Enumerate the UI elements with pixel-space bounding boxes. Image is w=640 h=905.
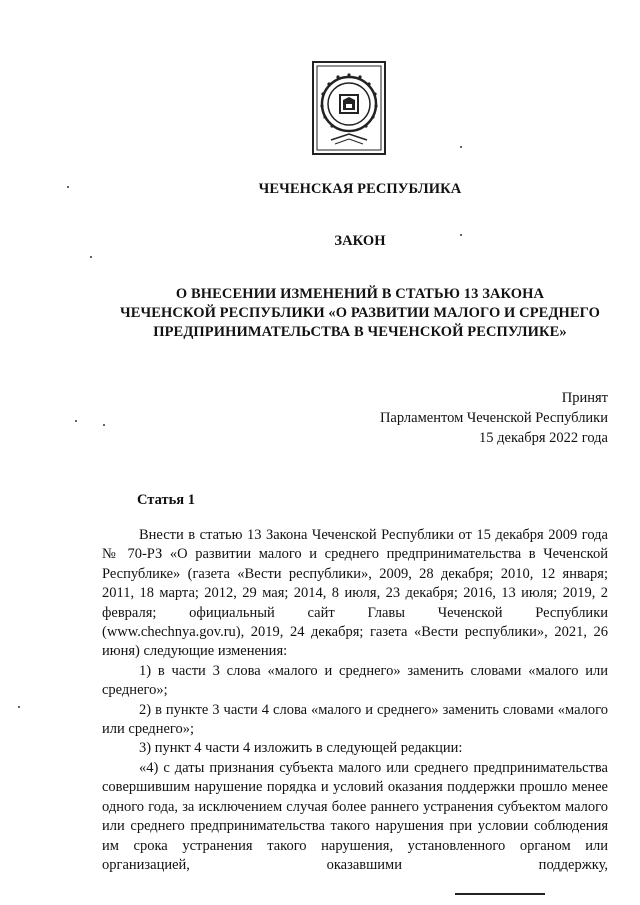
scan-speck bbox=[67, 186, 69, 188]
scan-speck bbox=[460, 146, 462, 148]
scan-speck bbox=[103, 424, 105, 426]
article-item-3-text: «4) с даты признания субъекта малого или среднего предпринимательства совершившим нарушение порядка и условий оказания поддержки прошло менее одного года, за исключением случая более раннего устранения субъектом малого или среднего предпринимательства такого нарушения при условии соблюдения им срока устранения такого нарушения, установленного органом или организацией, оказавшими поддержку, bbox=[102, 759, 608, 873]
republic-heading: ЧЕЧЕНСКАЯ РЕСПУБЛИКА bbox=[258, 181, 462, 197]
law-title-line: ПРЕДПРИНИМАТЕЛЬСТВА В ЧЕЧЕНСКОЙ РЕСПУЛИКЕ» bbox=[153, 324, 567, 340]
scan-speck bbox=[75, 420, 77, 422]
scan-speck bbox=[18, 706, 20, 708]
article-item-1: 1) в части 3 слова «малого и среднего» заменить словами «малого или среднего»; bbox=[102, 662, 608, 699]
adopted-label: Принят bbox=[561, 390, 608, 406]
scan-speck bbox=[460, 234, 462, 236]
article-item-3: 3) пункт 4 части 4 изложить в следующей редакции: bbox=[139, 740, 463, 757]
article-intro: Внести в статью 13 Закона Чеченской Республики от 15 декабря 2009 года № 70-РЗ «О развитии малого и среднего предпринимательства в Чеченской Республике» (газета «Вести республики», 2009, 28 декабря; 2010, 12 января; 2011, 18 марта; 2012, 29 мая; 2014, 8 июля, 23 декабря; 2016, 13 июля; 2019, 2 февраля; официальный сайт Главы Чеченской Республики (www.chechnya.gov.ru), 2019, 24 декабря; газета «Вести республики», 2021, 26 июня) следующие изменения: bbox=[102, 527, 608, 660]
law-title-line: ЧЕЧЕНСКОЙ РЕСПУБЛИКИ «О РАЗВИТИИ МАЛОГО И СРЕДНЕГО bbox=[119, 305, 601, 321]
scan-speck bbox=[90, 256, 92, 258]
coat-of-arms-emblem bbox=[309, 60, 389, 158]
article-body bbox=[102, 526, 608, 875]
article-item-2: 2) в пункте 3 части 4 слова «малого и среднего» заменить словами «малого или среднего»; bbox=[102, 701, 608, 738]
adopted-date: 15 декабря 2022 года bbox=[479, 430, 608, 446]
law-heading: ЗАКОН bbox=[334, 233, 386, 249]
adoption-block bbox=[380, 388, 608, 448]
page-edge-mark bbox=[455, 893, 545, 895]
adopted-by: Парламентом Чеченской Республики bbox=[379, 410, 608, 426]
article-heading: Статья 1 bbox=[137, 492, 195, 508]
law-title bbox=[60, 285, 640, 342]
law-title-line: О ВНЕСЕНИИ ИЗМЕНЕНИЙ В СТАТЬЮ 13 ЗАКОНА bbox=[175, 286, 545, 302]
